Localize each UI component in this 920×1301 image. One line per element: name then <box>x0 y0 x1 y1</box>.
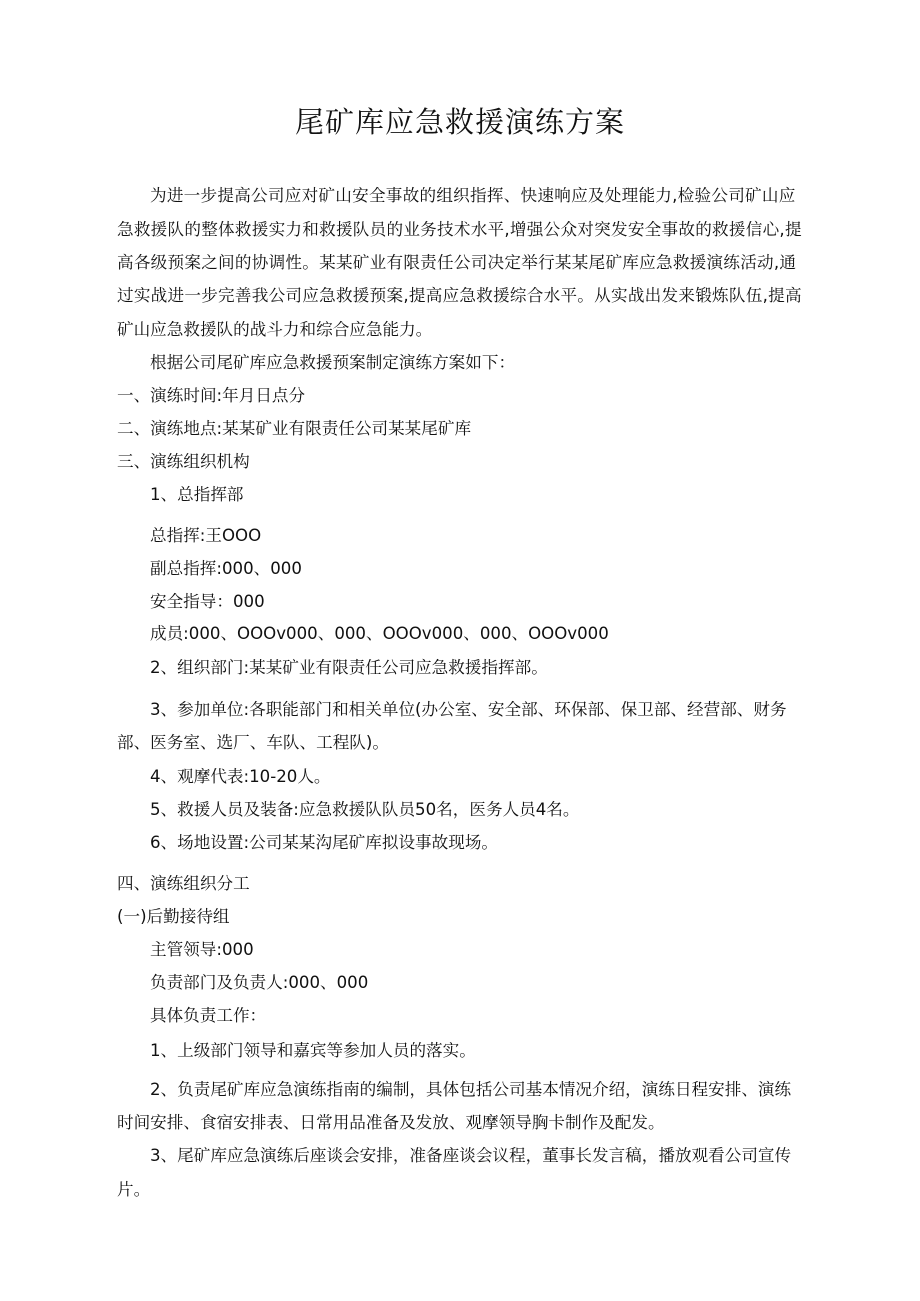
subsection-heading: 1、总指挥部 <box>150 485 244 504</box>
list-item: 6、场地设置:公司某某沟尾矿库拟设事故现场。 <box>150 833 499 852</box>
section-heading: 三、演练组织机构 <box>117 452 250 471</box>
list-item: 安全指导：000 <box>150 592 265 611</box>
intro-paragraph-line: 为进一步提高公司应对矿山安全事故的组织指挥、快速响应及处理能力,检验公司矿山应 <box>150 186 796 205</box>
list-item: 主管领导:000 <box>150 940 254 959</box>
intro-paragraph-line: 高各级预案之间的协调性。某某矿业有限责任公司决定举行某某尾矿库应急救援演练活动,通 <box>117 253 797 272</box>
list-item: 负责部门及负责人:000、000 <box>150 973 369 992</box>
intro-paragraph-line: 矿山应急救援队的战斗力和综合应急能力。 <box>117 320 433 339</box>
section-heading: 一、演练时间:年月日点分 <box>117 386 306 405</box>
list-item: 副总指挥:000、000 <box>150 559 302 578</box>
list-item-continuation: 时间安排、食宿安排表、日常用品准备及发放、观摩领导胸卡制作及配发。 <box>117 1113 665 1132</box>
document-title: 尾矿库应急救援演练方案 <box>294 105 625 139</box>
list-item: 5、救援人员及装备:应急救援队队员50名，医务人员4名。 <box>150 800 580 819</box>
intro-paragraph-line: 急救援队的整体救援实力和救援队员的业务技术水平,增强公众对突发安全事故的救援信心,提 <box>117 220 802 239</box>
subsection-heading: (一)后勤接待组 <box>117 907 230 926</box>
list-item: 具体负责工作： <box>150 1006 267 1025</box>
intro-paragraph-line: 过实战进一步完善我公司应急救援预案,提高应急救援综合水平。从实战出发来锻炼队伍,提高 <box>117 286 802 305</box>
section-heading: 二、演练地点:某某矿业有限责任公司某某尾矿库 <box>117 419 472 438</box>
list-item: 2、组织部门:某某矿业有限责任公司应急救援指挥部。 <box>150 658 548 677</box>
plan-lead-line: 根据公司尾矿库应急救援预案制定演练方案如下： <box>150 353 516 372</box>
list-item: 成员:000、OOOv000、000、OOOv000、000、OOOv000 <box>150 624 609 643</box>
list-item: 2、负责尾矿库应急演练指南的编制，具体包括公司基本情况介绍，演练日程安排、演练 <box>150 1080 792 1099</box>
list-item-continuation: 部、医务室、选厂、车队、工程队)。 <box>117 733 389 752</box>
list-item-continuation: 片。 <box>117 1180 151 1199</box>
list-item: 3、参加单位:各职能部门和相关单位(办公室、安全部、环保部、保卫部、经营部、财务 <box>150 700 787 719</box>
list-item: 1、上级部门领导和嘉宾等参加人员的落实。 <box>150 1041 476 1060</box>
list-item: 3、尾矿库应急演练后座谈会安排，准备座谈会议程，董事长发言稿，播放观看公司宣传 <box>150 1146 792 1165</box>
list-item: 总指挥:王OOO <box>150 526 262 545</box>
section-heading: 四、演练组织分工 <box>117 874 250 893</box>
list-item: 4、观摩代表:10-20人。 <box>150 767 331 786</box>
